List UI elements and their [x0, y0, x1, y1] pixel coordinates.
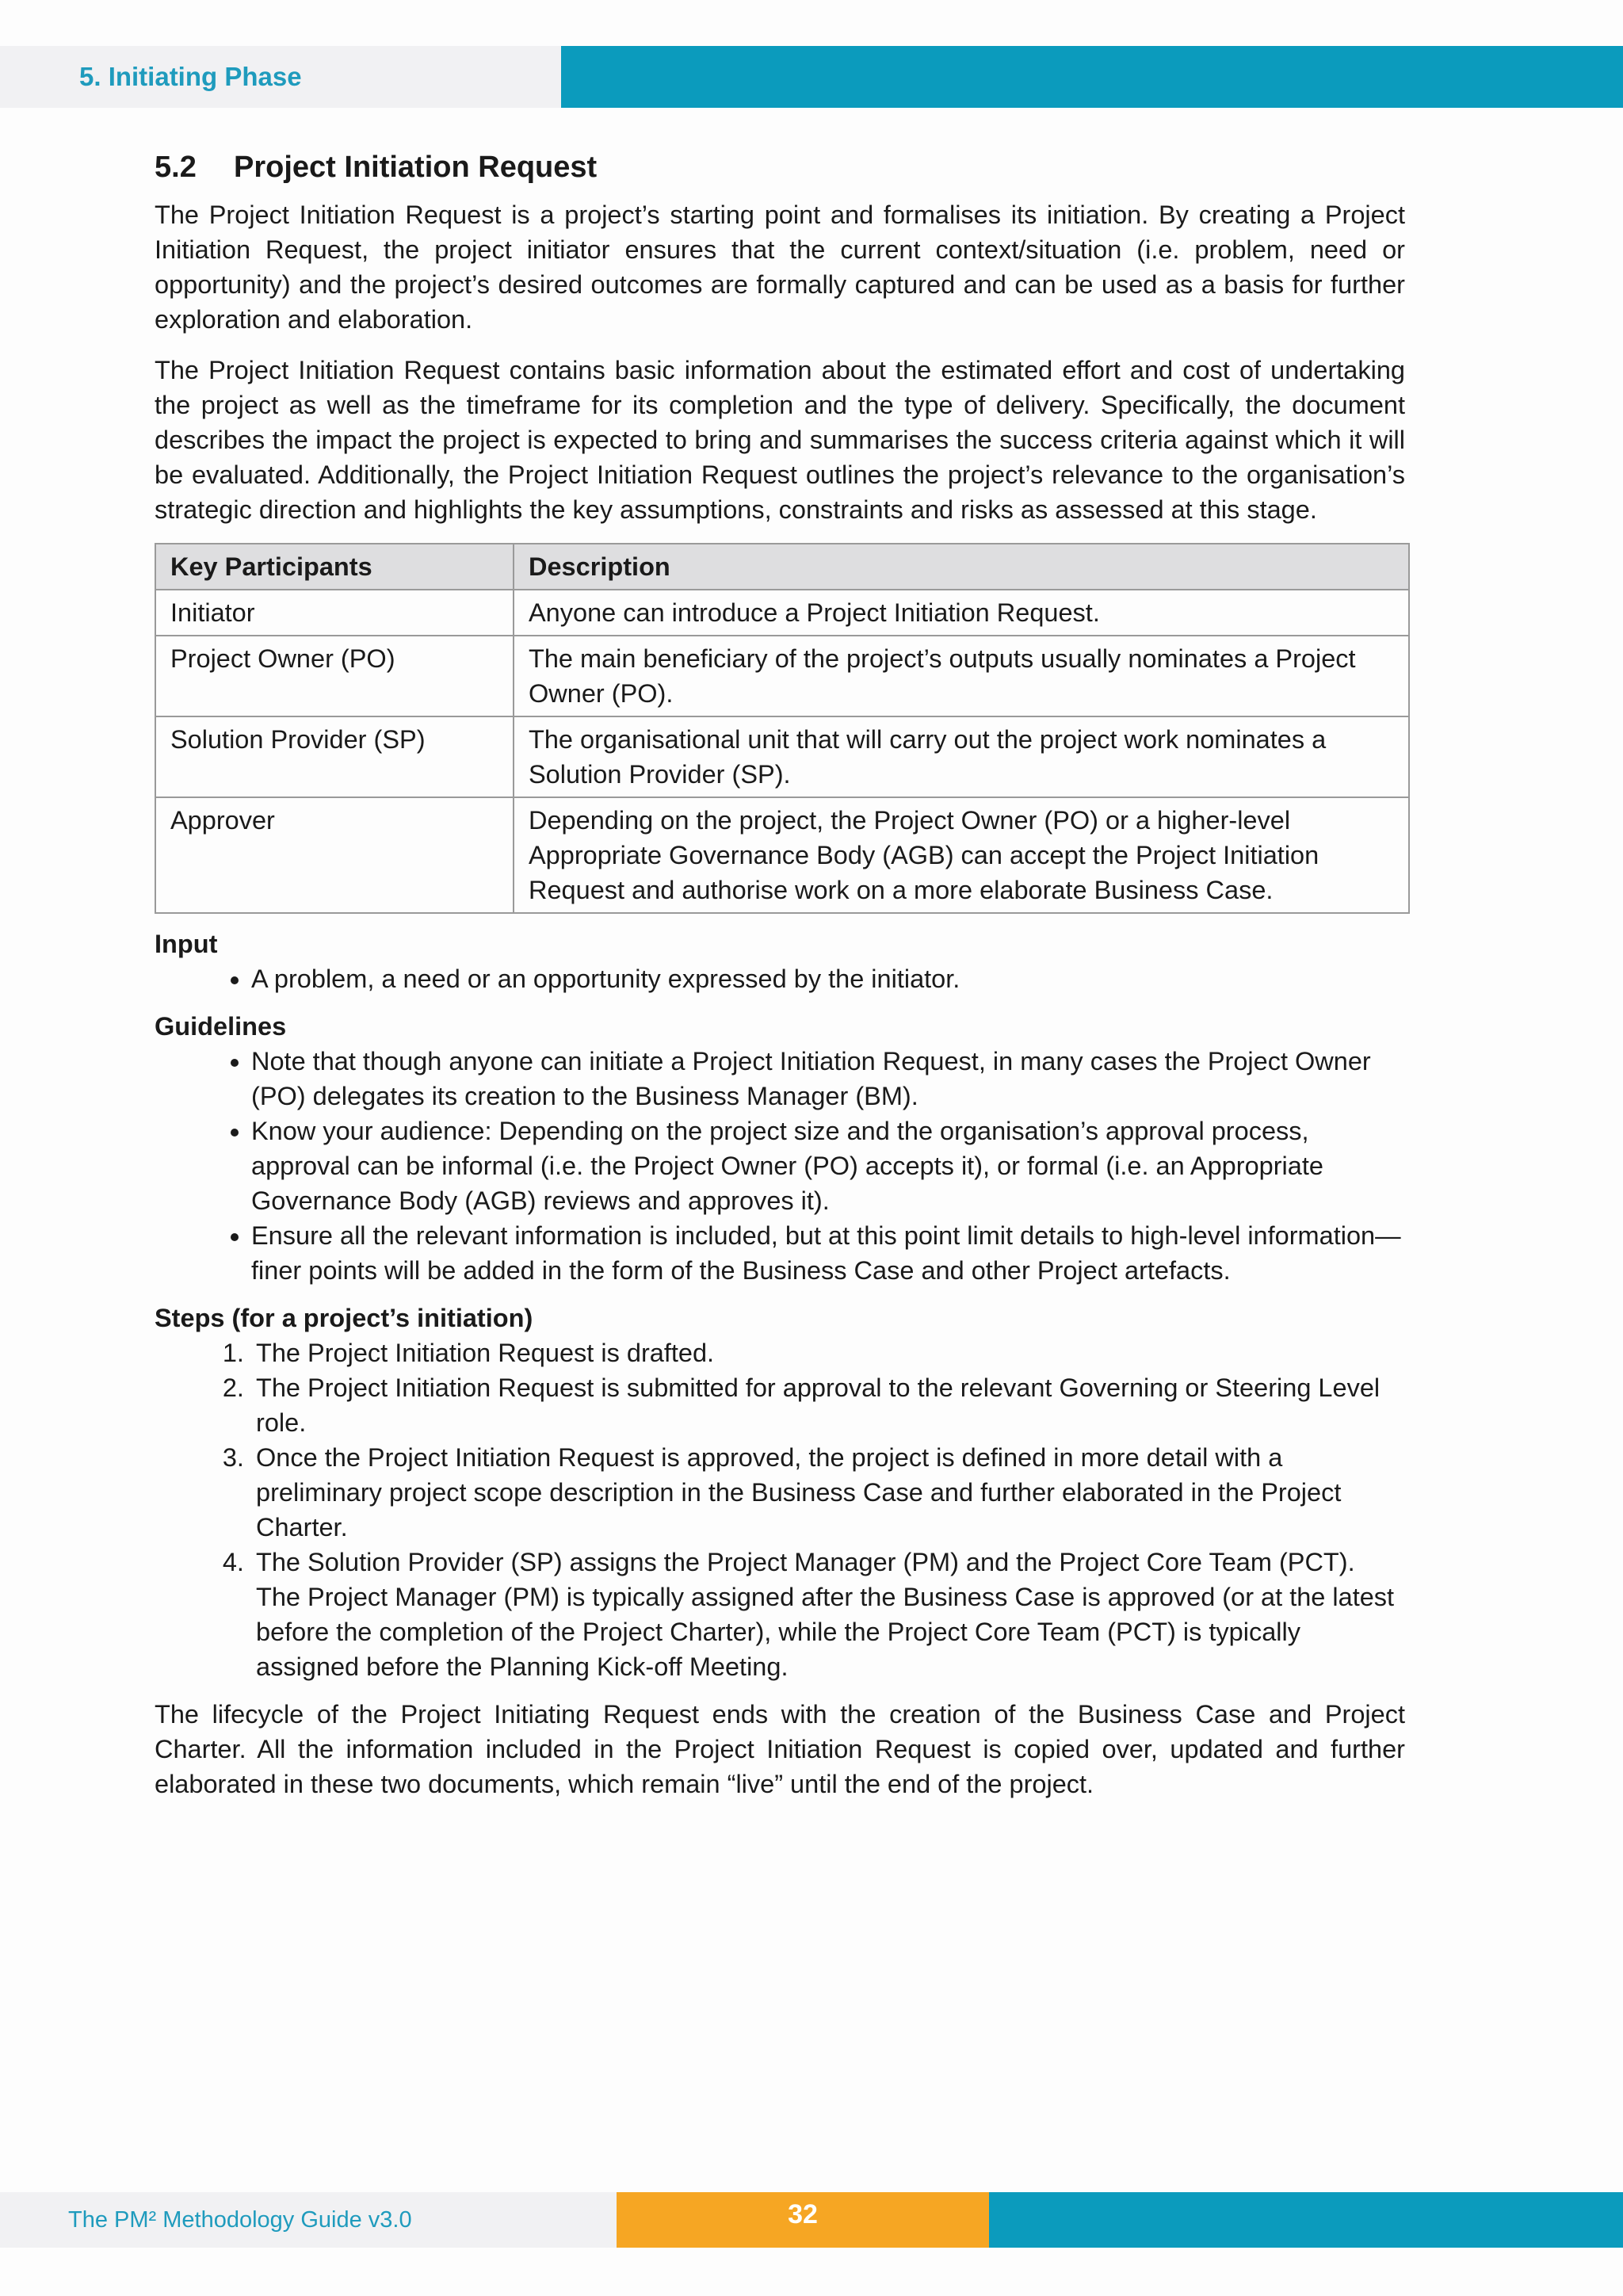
header-accent-bar: [561, 46, 1623, 108]
page-number: 32: [617, 2192, 989, 2248]
column-header: Description: [514, 544, 1409, 590]
participants-table: [155, 543, 1410, 914]
table-header-row: [155, 544, 1409, 590]
list-item: 4. The Solution Provider (SP) assigns the Project Manager (PM) and the Project Core Team (PCT). The Project Manager (PM) is typically assigned after the Business Case is approved (or at the latest before the completion of the Project Charter), while the Project Core Team (PCT) is typically assigned before the Planning Kick-off Meeting.: [251, 1545, 1405, 1684]
input-list: [155, 961, 1405, 996]
section-title: Project Initiation Request: [234, 151, 598, 184]
table-row: [155, 716, 1409, 797]
table-row: [155, 797, 1409, 913]
footer-title: The PM² Methodology Guide v3.0: [68, 2207, 412, 2233]
list-item: • Know your audience: Depending on the project size and the organisation’s approval process, approval can be informal (i.e. the Project Owner (PO) accepts it), or formal (i.e. an Appropriate Governance Body (AGB) reviews and approves it).: [251, 1114, 1405, 1218]
list-item: • Note that though anyone can initiate a Project Initiation Request, in many cases the Project Owner (PO) delegates its creation to the Business Manager (BM).: [251, 1044, 1405, 1114]
table-row: [155, 636, 1409, 716]
guidelines-list: [155, 1044, 1405, 1288]
closing-paragraph: The lifecycle of the Project Initiating Request ends with the creation of the Business Case and Project Charter. All the information included in the Project Initiation Request is copied over, updated and further elaborated in these two documents, which remain “live” until the end of the project.: [155, 1700, 1405, 1798]
steps-label: Steps (for a project’s initiation): [155, 1304, 533, 1332]
guidelines-label: Guidelines: [155, 1012, 287, 1041]
section-number: 5.2: [155, 151, 197, 184]
page-content: [155, 147, 1405, 1817]
section-heading: [155, 147, 1405, 188]
description-cell: The main beneficiary of the project’s outputs usually nominates a Project Owner (PO).: [514, 636, 1409, 716]
input-label: Input: [155, 930, 218, 958]
intro-paragraph: The Project Initiation Request is a project’s starting point and formalises its initiation. By creating a Project Initiation Request, the project initiator ensures that the current context/situation (i.e. problem, need or opportunity) and the project’s desired outcomes are formally captured and can be used as a basis for further exploration and elaboration.: [155, 201, 1405, 334]
list-item: 1. The Project Initiation Request is drafted.: [251, 1335, 1405, 1370]
participant-cell: Initiator: [155, 590, 514, 636]
list-item: 3. Once the Project Initiation Request is approved, the project is defined in more detail with a preliminary project scope description in the Business Case and further elaborated in the Project Charter.: [251, 1440, 1405, 1545]
details-paragraph: The Project Initiation Request contains basic information about the estimated effort and cost of undertaking the project as well as the timeframe for its completion and the type of delivery. Specifically, the document describes the impact the project is expected to bring and summarises the success criteria against which it will be evaluated. Additionally, the Project Initiation Request outlines the project’s relevance to the organisation’s strategic direction and highlights the key assumptions, constraints and risks as assessed at this stage.: [155, 356, 1405, 524]
list-item: • A problem, a need or an opportunity expressed by the initiator.: [251, 961, 1405, 996]
description-cell: The organisational unit that will carry out the project work nominates a Solution Provider (SP).: [514, 716, 1409, 797]
participant-cell: Solution Provider (SP): [155, 716, 514, 797]
description-cell: Depending on the project, the Project Owner (PO) or a higher-level Appropriate Governance Body (AGB) can accept the Project Initiation Request and authorise work on a more elaborate Business Case.: [514, 797, 1409, 913]
list-item: • Ensure all the relevant information is included, but at this point limit details to high-level information—finer points will be added in the form of the Business Case and other Project artefacts.: [251, 1218, 1405, 1288]
table-row: [155, 590, 1409, 636]
description-cell: Anyone can introduce a Project Initiation Request.: [514, 590, 1409, 636]
steps-list: [155, 1335, 1405, 1684]
participant-cell: Approver: [155, 797, 514, 913]
list-item: 2. The Project Initiation Request is submitted for approval to the relevant Governing or Steering Level role.: [251, 1370, 1405, 1440]
participant-cell: Project Owner (PO): [155, 636, 514, 716]
chapter-title: 5. Initiating Phase: [79, 62, 302, 91]
footer-accent-bar: [989, 2192, 1623, 2248]
column-header: Key Participants: [155, 544, 514, 590]
